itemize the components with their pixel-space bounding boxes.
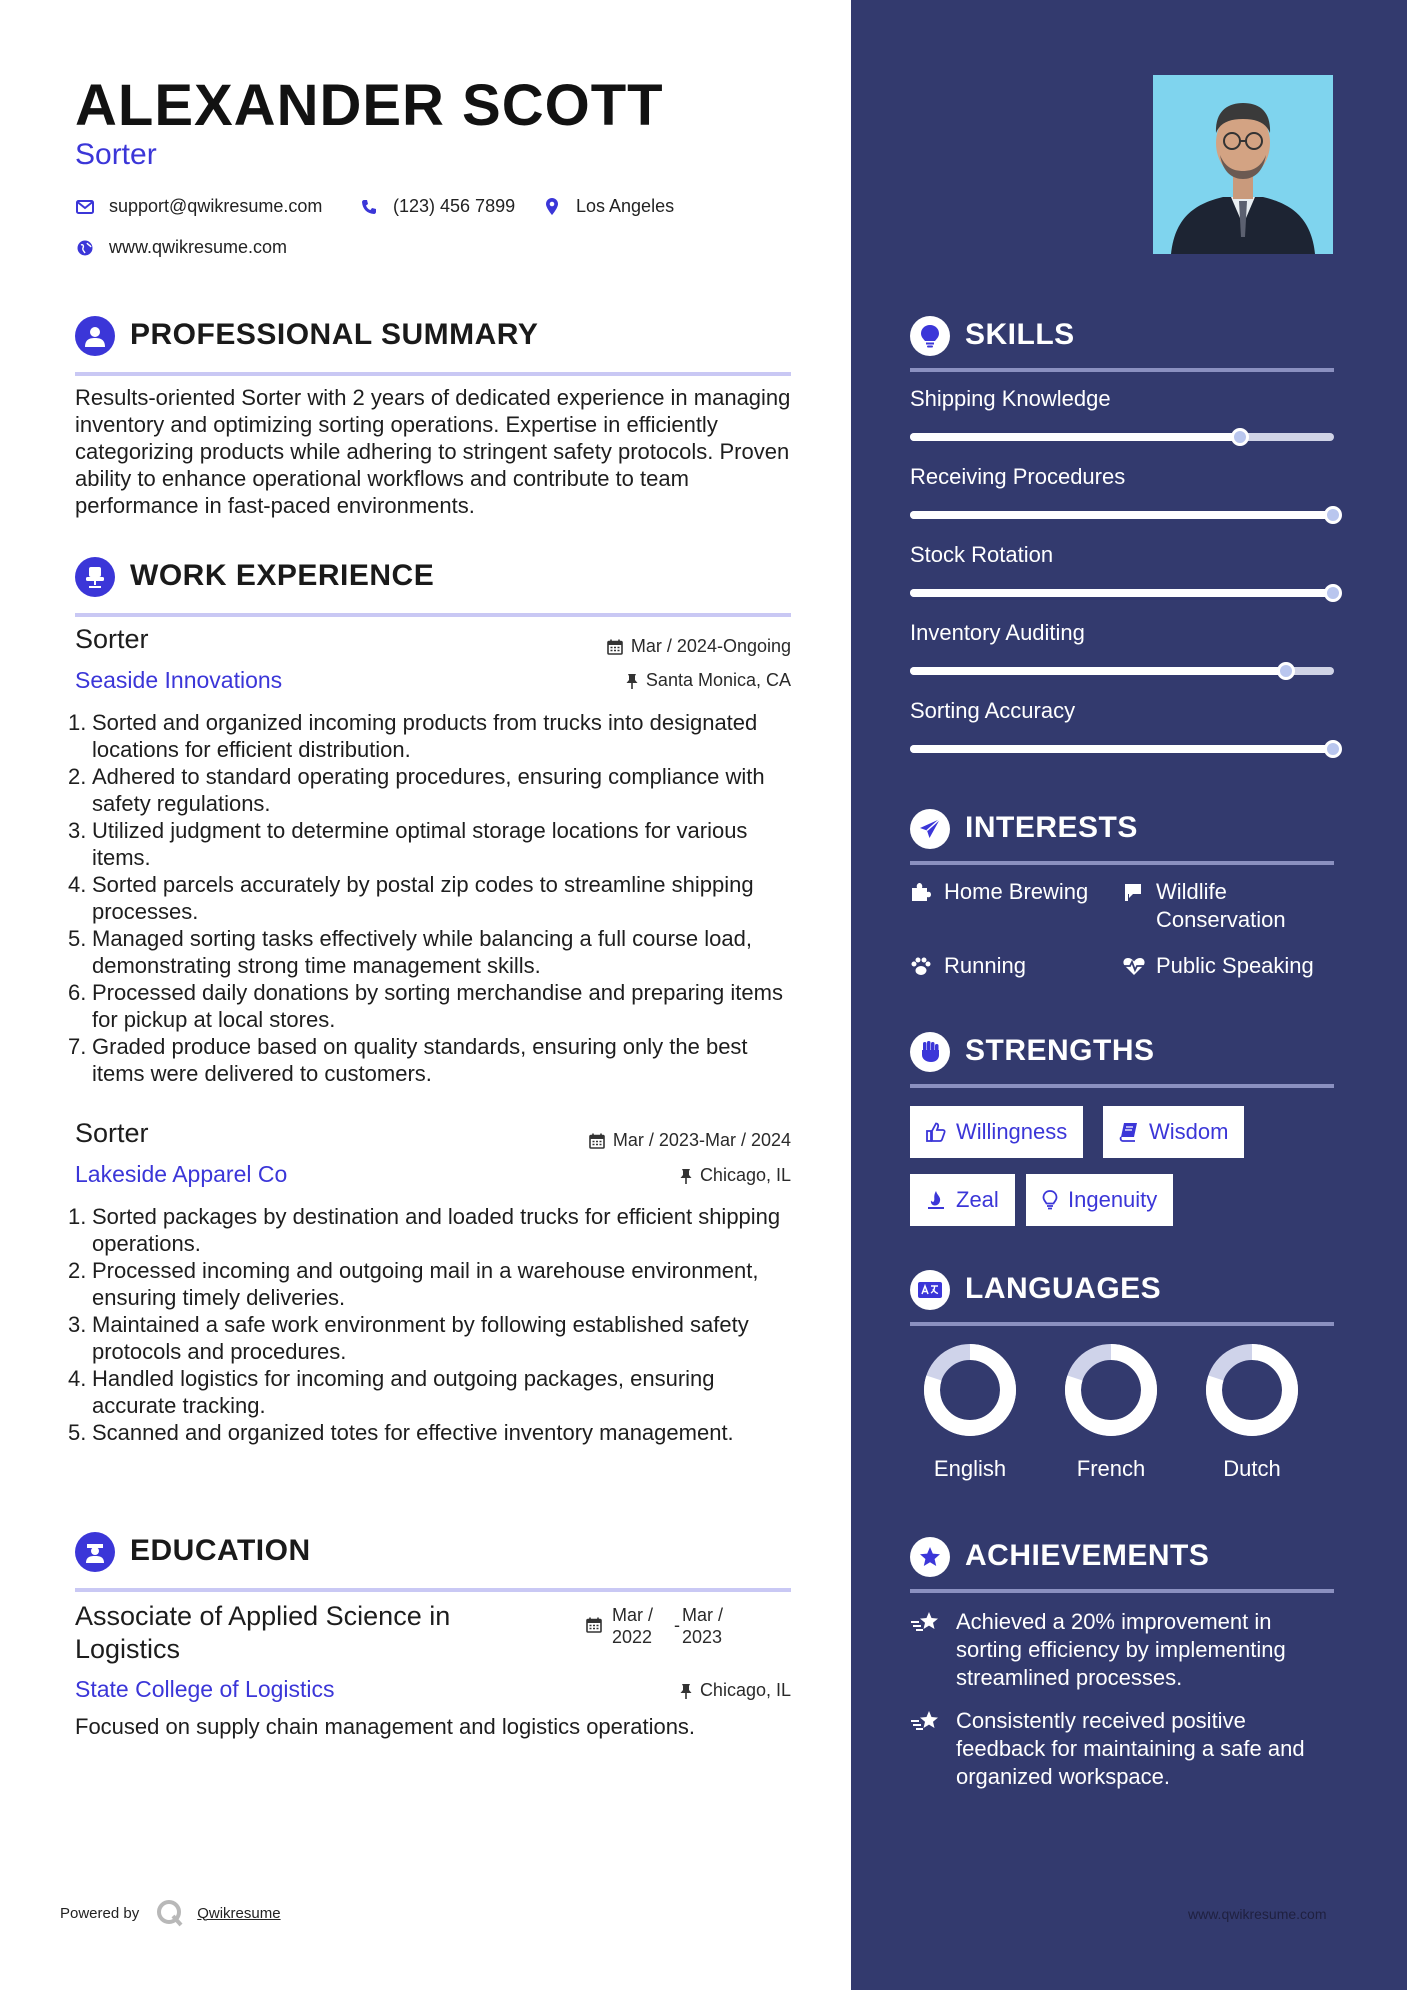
- strength-tag: [1026, 1174, 1173, 1226]
- list-item: 5. Managed sorting tasks effectively while balancing a full course load, demonstrating strong time management skills.: [68, 926, 752, 978]
- strength-label: Zeal: [956, 1187, 999, 1212]
- achievements-heading: ACHIEVEMENTS: [965, 1539, 1210, 1572]
- skill-label: Receiving Procedures: [910, 464, 1126, 489]
- achievement-text: Achieved a 20% improvement in sorting efficiency by implementing streamlined processes.: [956, 1609, 1286, 1690]
- email-text: support@qwikresume.com: [109, 196, 323, 216]
- experience-section-header: [75, 557, 791, 617]
- skill-bar: [910, 745, 1334, 753]
- strength-tag: [910, 1174, 1015, 1226]
- thumbs-up-icon: [926, 1122, 946, 1142]
- skill-bar-knob: [1324, 740, 1342, 758]
- language-ring: [1204, 1342, 1300, 1438]
- puzzle-icon: [910, 878, 944, 909]
- strengths-heading: STRENGTHS: [965, 1034, 1155, 1067]
- language-ring: [922, 1342, 1018, 1438]
- skill-bar: [910, 667, 1334, 675]
- language-item: [1061, 1342, 1161, 1482]
- job-location: [680, 1165, 791, 1186]
- skill-label: Inventory Auditing: [910, 620, 1085, 645]
- language-label: French: [1076, 1456, 1146, 1481]
- education-end: Mar / 2023: [682, 1605, 724, 1647]
- education-location-text: Chicago, IL: [699, 1680, 791, 1700]
- phone-icon: [359, 197, 379, 217]
- paper-plane-icon: [910, 809, 950, 849]
- skill-bar-fill: [910, 511, 1334, 519]
- interest-item: [1122, 952, 1342, 983]
- calendar-icon: [586, 1604, 602, 1648]
- strength-tag: [910, 1106, 1083, 1158]
- skill-bar: [910, 433, 1334, 441]
- phone-text: (123) 456 7899: [393, 196, 516, 216]
- job-location-text: Santa Monica, CA: [645, 670, 791, 690]
- education-degree: Associate of Applied Science in Logistics: [75, 1601, 451, 1664]
- achievement-item: [910, 1707, 1340, 1791]
- globe-icon: [75, 238, 95, 258]
- strength-label: Willingness: [956, 1119, 1068, 1144]
- list-item: 5. Scanned and organized totes for effective inventory management.: [68, 1420, 734, 1445]
- skill-bar: [910, 589, 1334, 597]
- website-text: www.qwikresume.com: [109, 237, 288, 257]
- qwikresume-logo-icon: [155, 1898, 185, 1928]
- language-ring: [1063, 1342, 1159, 1438]
- lightbulb-icon: [1042, 1190, 1058, 1210]
- graduate-icon: [75, 1532, 115, 1572]
- candidate-name: ALEXANDER SCOTT: [75, 73, 664, 138]
- contact-email[interactable]: [75, 196, 322, 217]
- list-item: 3. Maintained a safe work environment by following established safety protocols and procedures.: [68, 1312, 749, 1364]
- skills-section-header: [910, 316, 1334, 372]
- pushpin-icon: [626, 673, 638, 689]
- shooting-star-icon: [910, 1608, 956, 1692]
- job-dates-text: Mar / 2024-Ongoing: [630, 636, 791, 656]
- job-bullets: [68, 1203, 798, 1446]
- skill-bar-knob: [1231, 428, 1249, 446]
- education-location: [680, 1680, 791, 1701]
- map-pin-icon: [542, 197, 562, 217]
- languages-heading: LANGUAGES: [965, 1272, 1162, 1305]
- location-text: Los Angeles: [576, 196, 675, 216]
- language-item: [1202, 1342, 1302, 1482]
- fire-icon: [926, 1190, 946, 1210]
- lightbulb-icon: [910, 316, 950, 356]
- job-dates: [607, 636, 791, 657]
- interest-label: Wildlife Conservation: [1156, 879, 1286, 932]
- skill-label: Shipping Knowledge: [910, 386, 1111, 411]
- profile-photo: [1153, 75, 1333, 254]
- interest-label: Public Speaking: [1156, 953, 1314, 978]
- education-school: State College of Logistics: [75, 1676, 335, 1702]
- shooting-star-icon: [910, 1707, 956, 1791]
- strength-label: Ingenuity: [1068, 1187, 1158, 1212]
- achievements-section-header: [910, 1537, 1334, 1593]
- interest-item: [910, 952, 1110, 983]
- skills-heading: SKILLS: [965, 318, 1075, 351]
- strength-tag: [1103, 1106, 1244, 1158]
- list-item: 4. Sorted parcels accurately by postal zip codes to streamline shipping processes.: [68, 872, 754, 924]
- job-company: Seaside Innovations: [75, 667, 283, 693]
- list-item: 2. Adhered to standard operating procedures, ensuring compliance with safety regulations.: [68, 764, 765, 816]
- contact-phone[interactable]: [359, 196, 515, 217]
- contact-location: [542, 196, 674, 217]
- job-bullets: [68, 709, 798, 1087]
- qwikresume-link[interactable]: Qwikresume: [197, 1904, 281, 1922]
- footer-website[interactable]: www.qwikresume.com: [1188, 1906, 1327, 1922]
- summary-heading: PROFESSIONAL SUMMARY: [130, 318, 539, 351]
- skill-label: Stock Rotation: [910, 542, 1054, 567]
- education-start: Mar / 2022: [612, 1605, 654, 1647]
- achievement-text: Consistently received positive feedback for maintaining a safe and organized workspace.: [956, 1708, 1305, 1789]
- skill-bar-knob: [1324, 506, 1342, 524]
- education-dates: [586, 1604, 726, 1648]
- translate-icon: [910, 1270, 950, 1310]
- strengths-section-header: [910, 1032, 1334, 1088]
- language-label: Dutch: [1223, 1456, 1281, 1481]
- star-badge-icon: [910, 1537, 950, 1577]
- list-item: 2. Processed incoming and outgoing mail in a warehouse environment, ensuring timely deliveries.: [68, 1258, 759, 1310]
- list-item: 7. Graded produce based on quality standards, ensuring only the best items were delivered to customers.: [68, 1034, 748, 1086]
- skill-label: Sorting Accuracy: [910, 698, 1076, 723]
- achievement-item: [910, 1608, 1340, 1692]
- skill-bar-knob: [1324, 584, 1342, 602]
- job-role: Sorter: [75, 1118, 149, 1148]
- interests-section-header: [910, 809, 1334, 865]
- education-heading: EDUCATION: [130, 1534, 311, 1567]
- job-dates-text: Mar / 2023-Mar / 2024: [612, 1130, 791, 1150]
- experience-heading: WORK EXPERIENCE: [130, 559, 435, 592]
- skill-bar-fill: [910, 667, 1287, 675]
- job-company: Lakeside Apparel Co: [75, 1161, 288, 1187]
- education-description: Focused on supply chain management and logistics operations.: [75, 1714, 696, 1739]
- list-item: 1. Sorted packages by destination and loaded trucks for efficient shipping operations.: [68, 1204, 781, 1256]
- job-location-text: Chicago, IL: [699, 1165, 791, 1185]
- interest-item: [910, 878, 1110, 909]
- skill-bar: [910, 511, 1334, 519]
- calendar-icon: [607, 639, 623, 655]
- powered-by-text: Powered by: [60, 1904, 140, 1922]
- languages-section-header: [910, 1270, 1334, 1326]
- skill-bar-fill: [910, 589, 1334, 597]
- book-icon: [1119, 1122, 1139, 1142]
- flag-icon: [1122, 878, 1156, 934]
- raised-fist-icon: [910, 1032, 950, 1072]
- summary-text: Results-oriented Sorter with 2 years of dedicated experience in managing inventory and optimizing sorting operations. Expertise in efficiently categorizing products while adhering to stringent safety protocols. Proven ability to enhance operational workflows and contribute to team performance in fast-paced environments.: [75, 385, 791, 518]
- envelope-icon: [75, 197, 95, 217]
- user-icon: [75, 316, 115, 356]
- candidate-title: Sorter: [75, 138, 157, 171]
- job-location: [626, 670, 791, 691]
- job-dates: [589, 1130, 791, 1151]
- powered-by: [60, 1898, 281, 1928]
- interest-item: [1122, 878, 1342, 934]
- summary-section-header: [75, 316, 791, 376]
- education-date-separator: -: [674, 1615, 680, 1635]
- heartbeat-icon: [1122, 952, 1156, 983]
- contact-website[interactable]: [75, 237, 287, 258]
- interest-label: Home Brewing: [944, 879, 1089, 904]
- job-role: Sorter: [75, 624, 149, 654]
- interests-heading: INTERESTS: [965, 811, 1138, 844]
- list-item: 4. Handled logistics for incoming and outgoing packages, ensuring accurate tracking.: [68, 1366, 715, 1418]
- strength-label: Wisdom: [1149, 1119, 1229, 1144]
- skill-bar-fill: [910, 433, 1241, 441]
- calendar-icon: [589, 1133, 605, 1149]
- language-item: [920, 1342, 1020, 1482]
- list-item: 1. Sorted and organized incoming products from trucks into designated locations for efficient distribution.: [68, 710, 758, 762]
- skill-bar-fill: [910, 745, 1334, 753]
- education-section-header: [75, 1532, 791, 1592]
- language-label: English: [933, 1456, 1007, 1481]
- interest-label: Running: [944, 953, 1026, 978]
- list-item: 3. Utilized judgment to determine optimal storage locations for various items.: [68, 818, 748, 870]
- list-item: 6. Processed daily donations by sorting merchandise and preparing items for pickup at local stores.: [68, 980, 783, 1032]
- pushpin-icon: [680, 1683, 692, 1699]
- pushpin-icon: [680, 1168, 692, 1184]
- paw-icon: [910, 952, 944, 983]
- office-chair-icon: [75, 557, 115, 597]
